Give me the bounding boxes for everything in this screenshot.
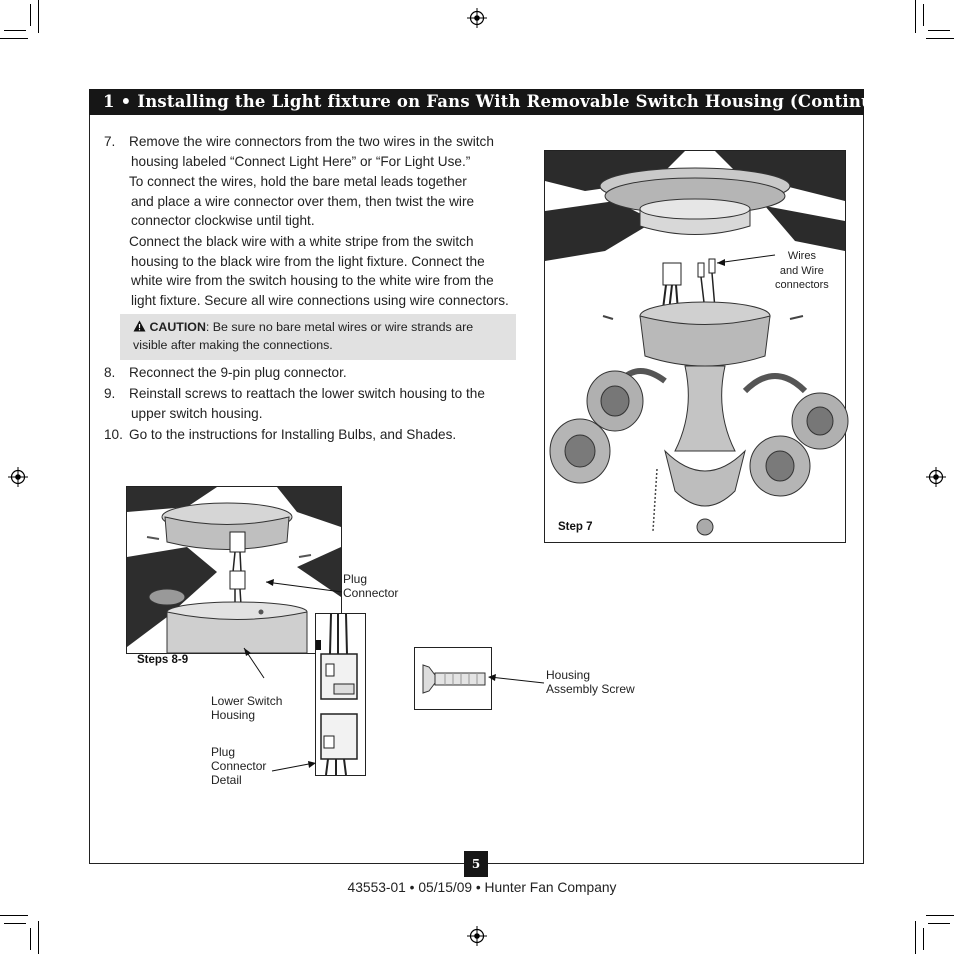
page-number: 5 [464,851,488,877]
figure-label: Steps 8-9 [137,654,189,666]
callout-line [484,672,546,688]
step-number: 7. [104,134,116,149]
crop-mark [923,4,924,26]
step-8: 8. Reconnect the 9-pin plug connector. [104,365,347,380]
crop-mark [38,921,39,954]
plug-connector-callout: Plug Connector [343,572,399,601]
paragraph-connect-wires: To connect the wires, hold the bare metal leads together and place a wire connector over them, then twist the wire connector clockwise until tight. [129,174,475,228]
crop-mark [0,38,28,39]
crop-mark [928,30,950,31]
step-text: Remove the wire connectors from the two wires in the switch housing labeled “Connect Light Here” or “For Light Use.” [129,134,494,169]
crop-mark [923,928,924,950]
housing-screw-illustration [414,647,492,710]
plug-connector-detail-callout: Plug Connector Detail [211,745,267,788]
crop-mark [30,928,31,950]
registration-mark-icon [467,8,487,28]
step-10: 10. Go to the instructions for Installing Bulbs, and Shades. [104,427,457,442]
plug-connector-icon [316,614,365,775]
crop-mark [926,38,954,39]
section-title: 1 • Installing the Light fixture on Fans With Removable Switch Housing (Continued) [89,89,864,115]
plug-connector-detail-illustration [315,613,366,776]
registration-mark-icon [8,467,28,487]
crop-mark [915,0,916,33]
wires-callout: Wires and Wire connectors [775,250,829,291]
caution-box: CAUTION: Be sure no bare metal wires or wire strands are visible after making the connections. [120,314,516,360]
light-fixture-illustration [545,151,845,542]
screw-icon [415,648,491,709]
crop-mark [4,923,26,924]
callout-line [270,758,320,774]
crop-mark [0,915,28,916]
crop-mark [926,915,954,916]
crop-mark [30,4,31,26]
crop-mark [915,921,916,954]
crop-mark [38,0,39,33]
step-9: 9. Reinstall screws to reattach the lower switch housing to the upper switch housing. [104,386,485,421]
step-7 [104,132,524,172]
crop-mark [4,30,26,31]
figure-label: Step 7 [558,521,593,533]
registration-mark-icon [467,926,487,946]
registration-mark-icon [926,467,946,487]
step-7-illustration [544,150,846,543]
paragraph-black-white-wires: Connect the black wire with a white stripe from the switch housing to the black wire from the light fixture. Connect the white wire from the switch housing to the white wire from the light fixture. Secure all wire connections using wire connectors. [129,234,509,308]
crop-mark [928,923,950,924]
housing-assembly-screw-callout: Housing Assembly Screw [546,668,635,697]
caution-label: CAUTION [149,320,206,334]
warning-icon [133,320,146,332]
lower-switch-housing-callout: Lower Switch Housing [211,694,283,723]
footer: 43553-01 • 05/15/09 • Hunter Fan Company [347,880,617,895]
